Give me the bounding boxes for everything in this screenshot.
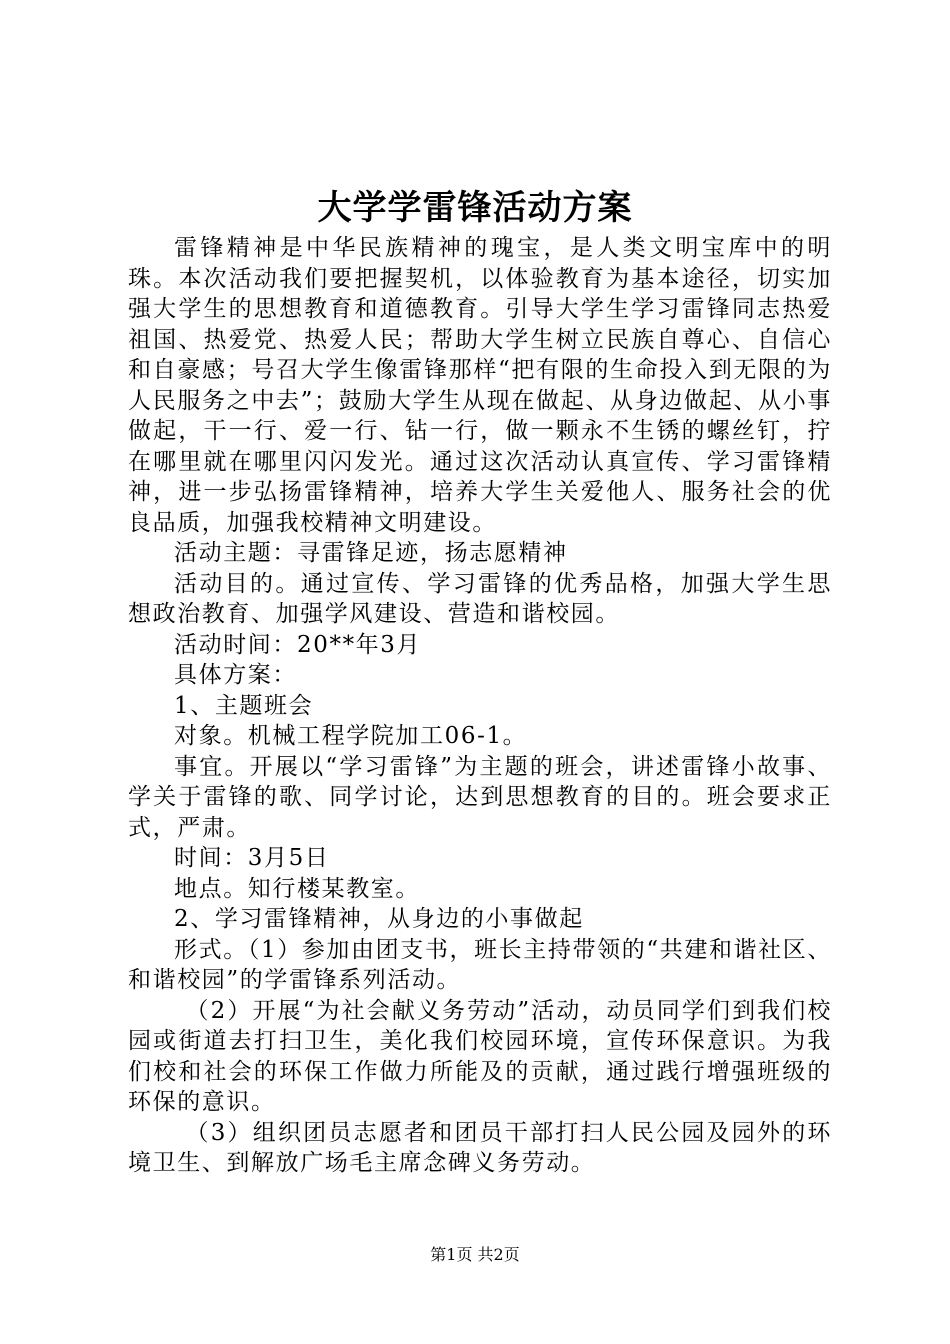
paragraph-theme: 活动主题：寻雷锋足迹，扬志愿精神 — [174, 540, 568, 566]
paragraph-form-2: （2）开展“为社会献义务劳动”活动，动员同学们到我们校园或街道去打扫卫生，美化我们校园环境，宣传环保意识。为我们校和社会的环保工作做力所能及的贡献，通过践行增强班级的环保的意识。 — [128, 997, 832, 1115]
paragraph-date: 时间：3月5日 — [174, 845, 330, 871]
paragraph-target: 对象。机械工程学院加工06-1。 — [174, 723, 528, 749]
paragraph-time: 活动时间：20**年3月 — [174, 631, 422, 658]
paragraph-purpose: 活动目的。通过宣传、学习雷锋的优秀品格，加强大学生思想政治教育、加强学风建设、营造和谐校园。 — [128, 570, 832, 627]
document-body — [128, 233, 832, 1179]
paragraph-section-1: 1、主题班会 — [174, 692, 314, 719]
paragraph-matters: 事宜。开展以“学习雷锋”为主题的班会，讲述雷锋小故事、学关于雷锋的歌、同学讨论，达到思想教育的目的。班会要求正式，严肃。 — [128, 753, 832, 841]
paragraph-section-2: 2、学习雷锋精神，从身边的小事做起 — [174, 906, 584, 932]
paragraph-location: 地点。知行楼某教室。 — [174, 875, 420, 902]
document-title: 大学学雷锋活动方案 — [317, 188, 633, 228]
paragraph-plan-heading: 具体方案： — [174, 662, 297, 688]
paragraph-intro: 雷锋精神是中华民族精神的瑰宝，是人类文明宝库中的明珠。本次活动我们要把握契机，以体验教育为基本途径，切实加强大学生的思想教育和道德教育。引导大学生学习雷锋同志热爱祖国、热爱党、热爱人民；帮助大学生树立民族自尊心、自信心和自豪感；号召大学生像雷锋那样“把有限的生命投入到无限的为人民服务之中去”；鼓励大学生从现在做起、从身边做起、从小事做起，干一行、爱一行、钻一行，做一颗永不生锈的螺丝钉，拧在哪里就在哪里闪闪发光。通过这次活动认真宣传、学习雷锋精神，进一步弘扬雷锋精神，培养大学生关爱他人、服务社会的优良品质，加强我校精神文明建设。 — [128, 235, 832, 536]
paragraph-form-3: （3）组织团员志愿者和团员干部打扫人民公园及园外的环境卫生、到解放广场毛主席念碑义务劳动。 — [128, 1119, 832, 1176]
paragraph-form-1: 形式。（1）参加由团支书，班长主持带领的“共建和谐社区、和谐校园”的学雷锋系列活动。 — [128, 936, 832, 993]
page-number-footer: 第1页 共2页 — [430, 1245, 520, 1264]
